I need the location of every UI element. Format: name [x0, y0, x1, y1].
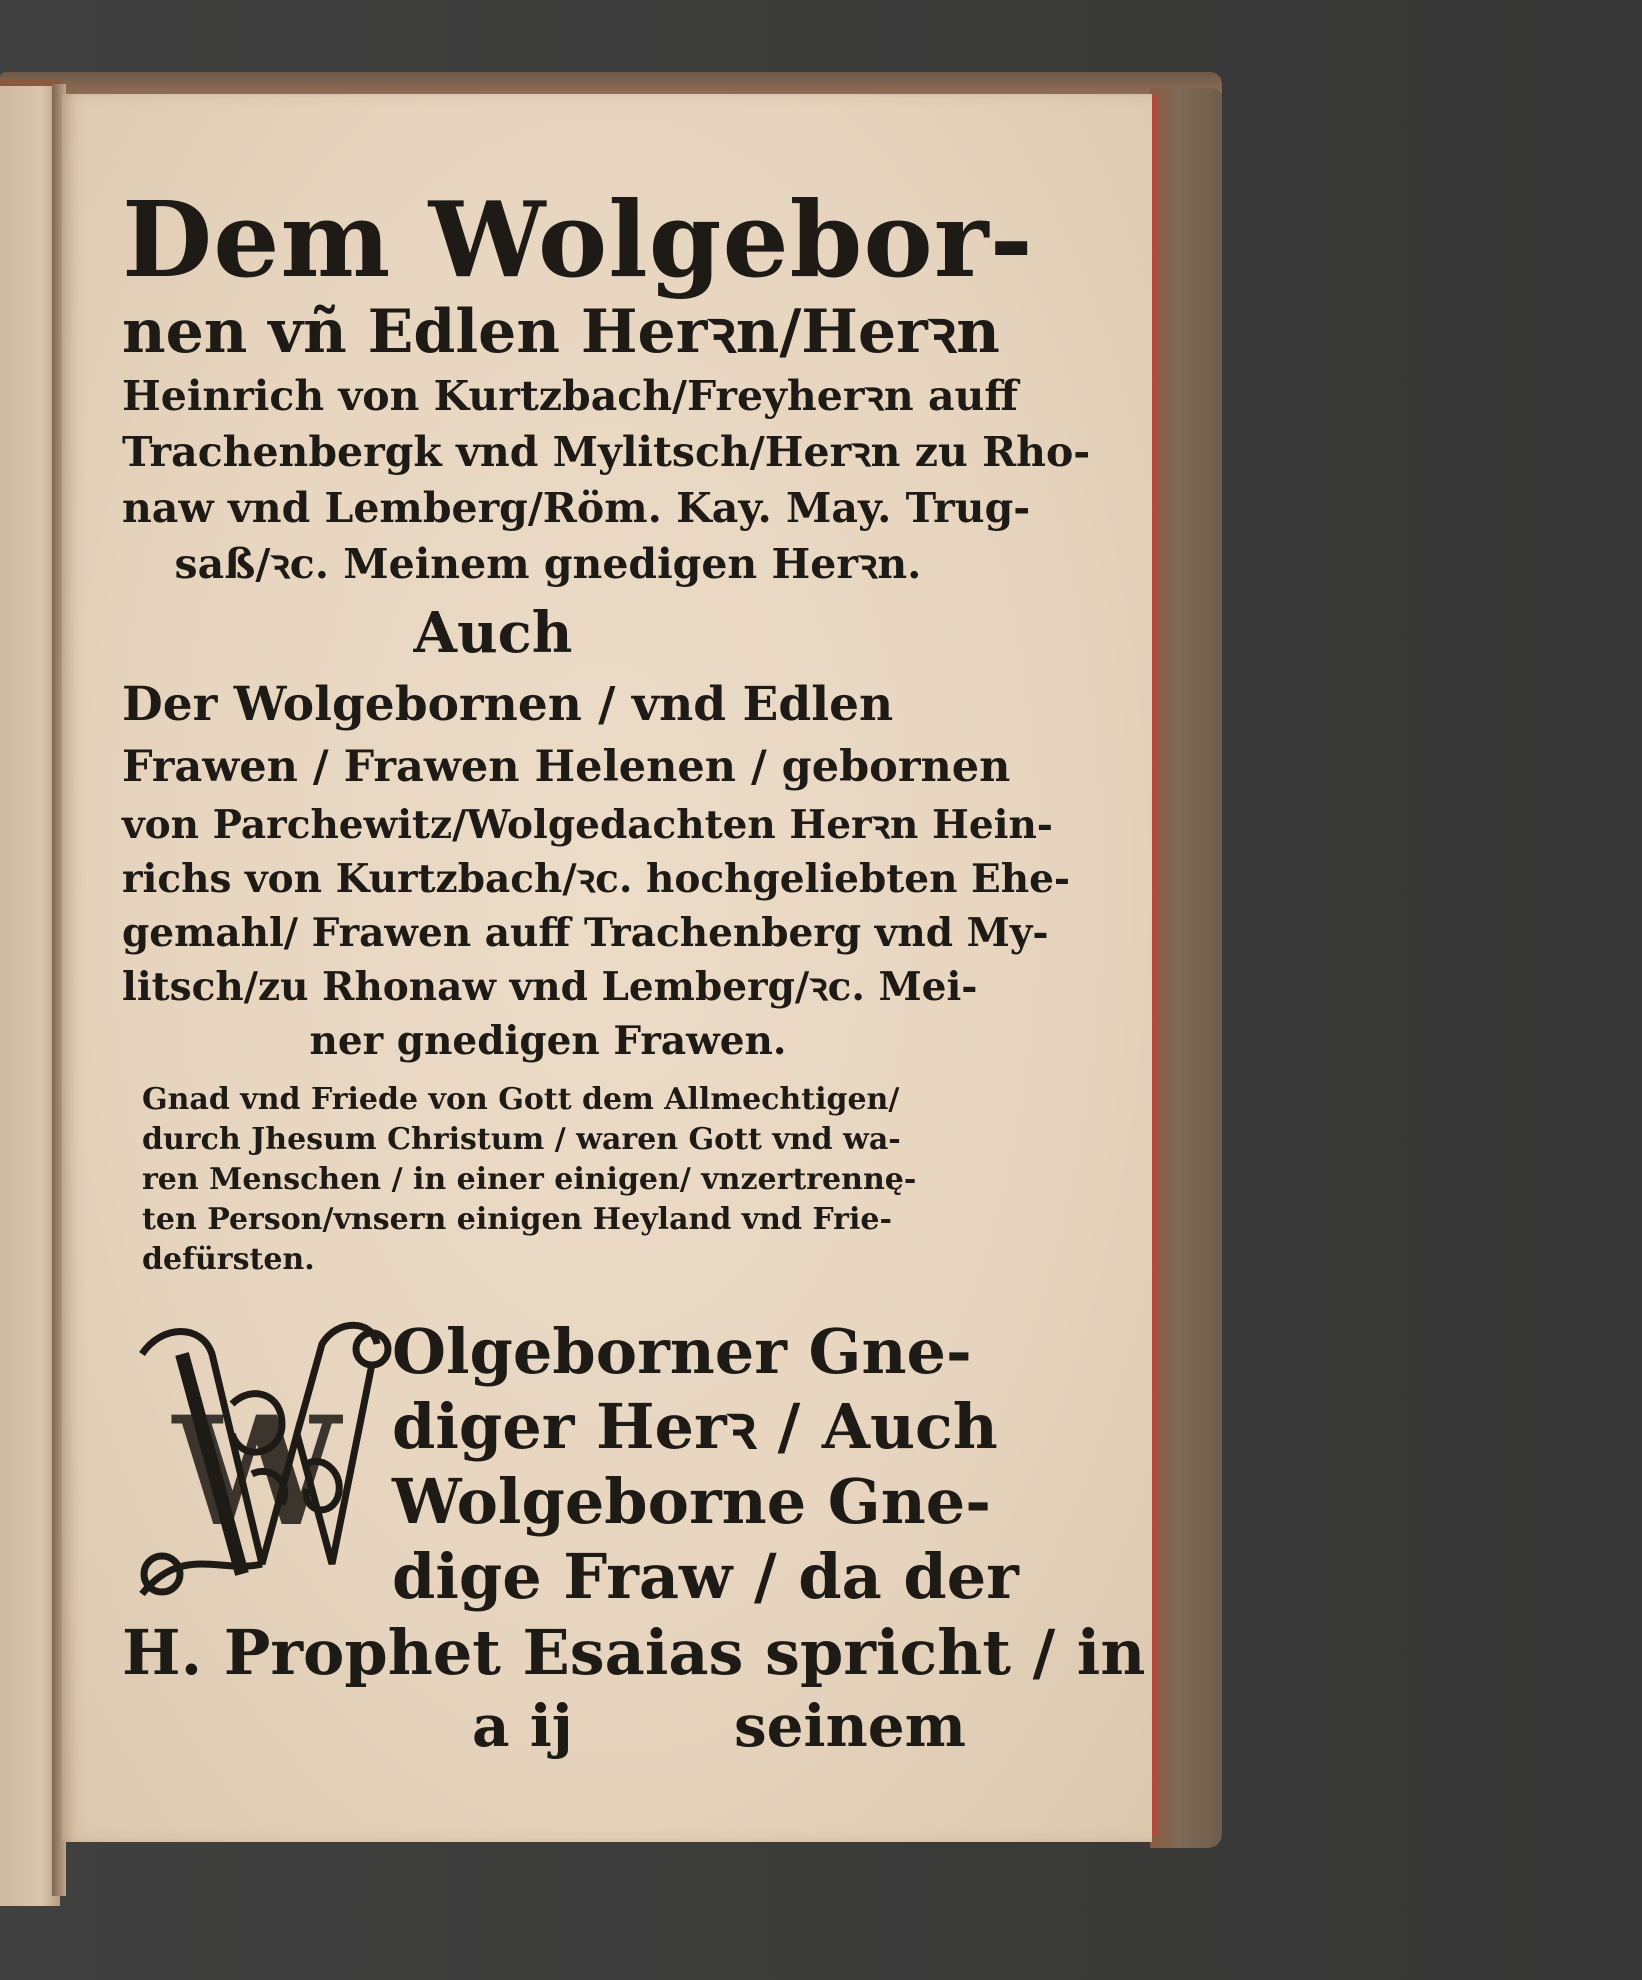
svg-text:W: W: [172, 1384, 342, 1560]
greeting-line-3: ren Menschen / in einer einigen/ vnzertrennę-: [142, 1162, 917, 1197]
address-line-3: naw vnd Lemberg/Röm. Kay. May. Trug-: [122, 484, 1031, 532]
dedication-line-1: Der Wolgebornen / vnd Edlen: [122, 677, 894, 732]
catchword: seinem: [734, 1692, 967, 1760]
opening-line-3: Wolgeborne Gne-: [392, 1465, 991, 1538]
signature-mark: a ij: [472, 1692, 573, 1760]
left-page-edge: [0, 80, 60, 1906]
title-line-2: nen vñ Edlen Herꝛn/Herꝛn: [122, 297, 1000, 367]
opening-line-4: dige Fraw / da der: [392, 1540, 1019, 1613]
dedication-line-5: gemahl/ Frawen auff Trachenberg vnd My-: [122, 910, 1049, 956]
opening-line-2: diger Herꝛ / Auch: [392, 1390, 998, 1463]
opening-paragraph: [122, 1314, 1019, 1614]
address-line-1: Heinrich von Kurtzbach/Freyherꝛn auff: [122, 372, 1018, 420]
auch-heading: Auch: [413, 600, 573, 666]
dedication-line-2: Frawen / Frawen Helenen / gebornen: [122, 742, 1011, 792]
dedication-line-3: von Parchewitz/Wolgedachten Herꝛn Hein-: [122, 802, 1053, 848]
dedication-line-6: litsch/zu Rhonaw vnd Lemberg/ꝛc. Mei-: [122, 964, 978, 1010]
title-line-1: Dem Wolgebor-: [122, 178, 1034, 301]
greeting-line-2: durch Jhesum Christum / waren Gott vnd wa-: [142, 1122, 901, 1157]
book-cover-edge: [1150, 88, 1222, 1848]
dedication-line-4: richs von Kurtzbach/ꝛc. hochgeliebten Ehe-: [122, 856, 1071, 902]
greeting-line-5: defürsten.: [142, 1242, 315, 1277]
opening-line-1: Olgeborner Gne-: [392, 1315, 972, 1388]
address-line-4: saß/ꝛc. Meinem gnedigen Herꝛn.: [174, 540, 922, 588]
opening-line-5: H. Prophet Esaias spricht / in: [122, 1616, 1146, 1689]
dedication-line-7: ner gnedigen Frawen.: [309, 1018, 787, 1064]
greeting-line-4: ten Person/vnsern einigen Heyland vnd Frie-: [142, 1202, 892, 1237]
address-line-2: Trachenbergk vnd Mylitsch/Herꝛn zu Rho-: [122, 428, 1091, 476]
greeting-line-1: Gnad vnd Friede von Gott dem Allmechtigen/: [142, 1082, 900, 1117]
page-text: [122, 178, 1146, 1762]
book-cover-top: [0, 72, 1222, 94]
decorated-initial-w: [122, 1314, 392, 1614]
drop-cap-lines: [392, 1314, 1019, 1614]
page-footer: [122, 1692, 974, 1762]
book-page: [62, 94, 1152, 1842]
